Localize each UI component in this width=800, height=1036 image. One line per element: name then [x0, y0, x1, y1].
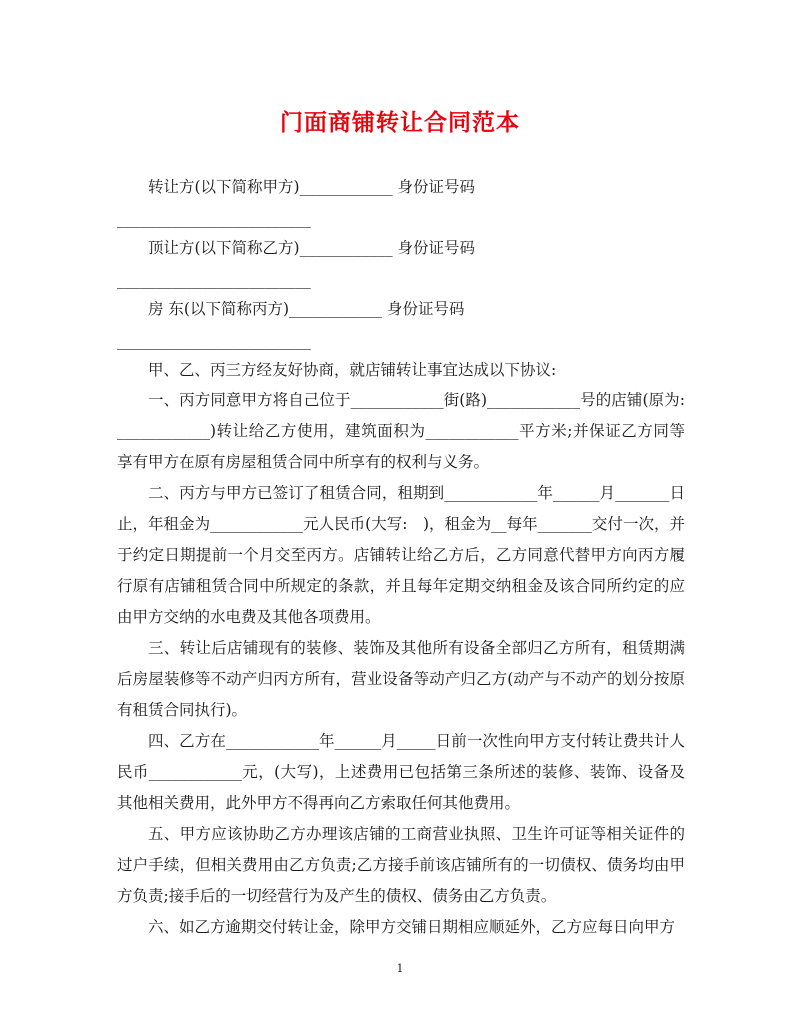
page-number: 1 [396, 962, 404, 975]
landlord-line: 房 东(以下简称丙方)____________ 身份证号码 [148, 300, 465, 318]
clause-3: 三、转让后店铺现有的装修、装饰及其他所有设备全部归乙方所有，租赁期满后房屋装修等不动产归丙方所有，营业设备等动产归乙方(动产与不动产的划分按原有租赁合同执行)。 [117, 639, 685, 719]
clause-6: 六、如乙方逾期交付转让金，除甲方交铺日期相应顺延外，乙方应每日向甲方 [148, 918, 676, 936]
transferee-line: 顶让方(以下简称乙方)____________ 身份证号码 [148, 239, 476, 257]
intro-paragraph: 甲、乙、丙三方经友好协商，就店铺转让事宜达成以下协议: [148, 361, 557, 379]
transferor-id-blank: _________________________ [117, 210, 311, 228]
transferor-line: 转让方(以下简称甲方)____________ 身份证号码 [148, 178, 476, 196]
transferee-id-blank: _________________________ [117, 271, 311, 289]
landlord-id-blank: _________________________ [117, 332, 311, 350]
clause-2: 二、丙方与甲方已签订了租赁合同，租期到____________年______月_______日止，年租金为____________元人民币(大写: )，租金为__每年_______交付一次，并于约定日期提前一个月交至丙方。店铺转让给乙方后，乙方同意代替甲方向丙方履行原有店铺租赁合同中所规定的条款，并且每年定期交纳租金及该合同所约定的应由甲方交纳的水电费及其他各项费用。 [117, 484, 685, 626]
clause-1: 一、丙方同意甲方将自己位于____________街(路)____________号的店铺(原为: ____________)转让给乙方使用，建筑面积为____________平方米;并保证乙方同等享有甲方在原有房屋租赁合同中所享有的权利与义务。 [117, 391, 685, 471]
clause-4: 四、乙方在____________年______月_____日前一次性向甲方支付转让费共计人民币____________元，(大写)，上述费用已包括第三条所述的装修、装饰、设备及其他相关费用，此外甲方不得再向乙方索取任何其他费用。 [117, 732, 685, 812]
clause-5: 五、甲方应该协助乙方办理该店铺的工商营业执照、卫生许可证等相关证件的过户手续，但相关费用由乙方负责;乙方接手前该店铺所有的一切债权、债务均由甲方负责;接手后的一切经营行为及产生的债权、债务由乙方负责。 [117, 825, 685, 905]
document-title: 门面商铺转让合同范本 [280, 109, 520, 136]
